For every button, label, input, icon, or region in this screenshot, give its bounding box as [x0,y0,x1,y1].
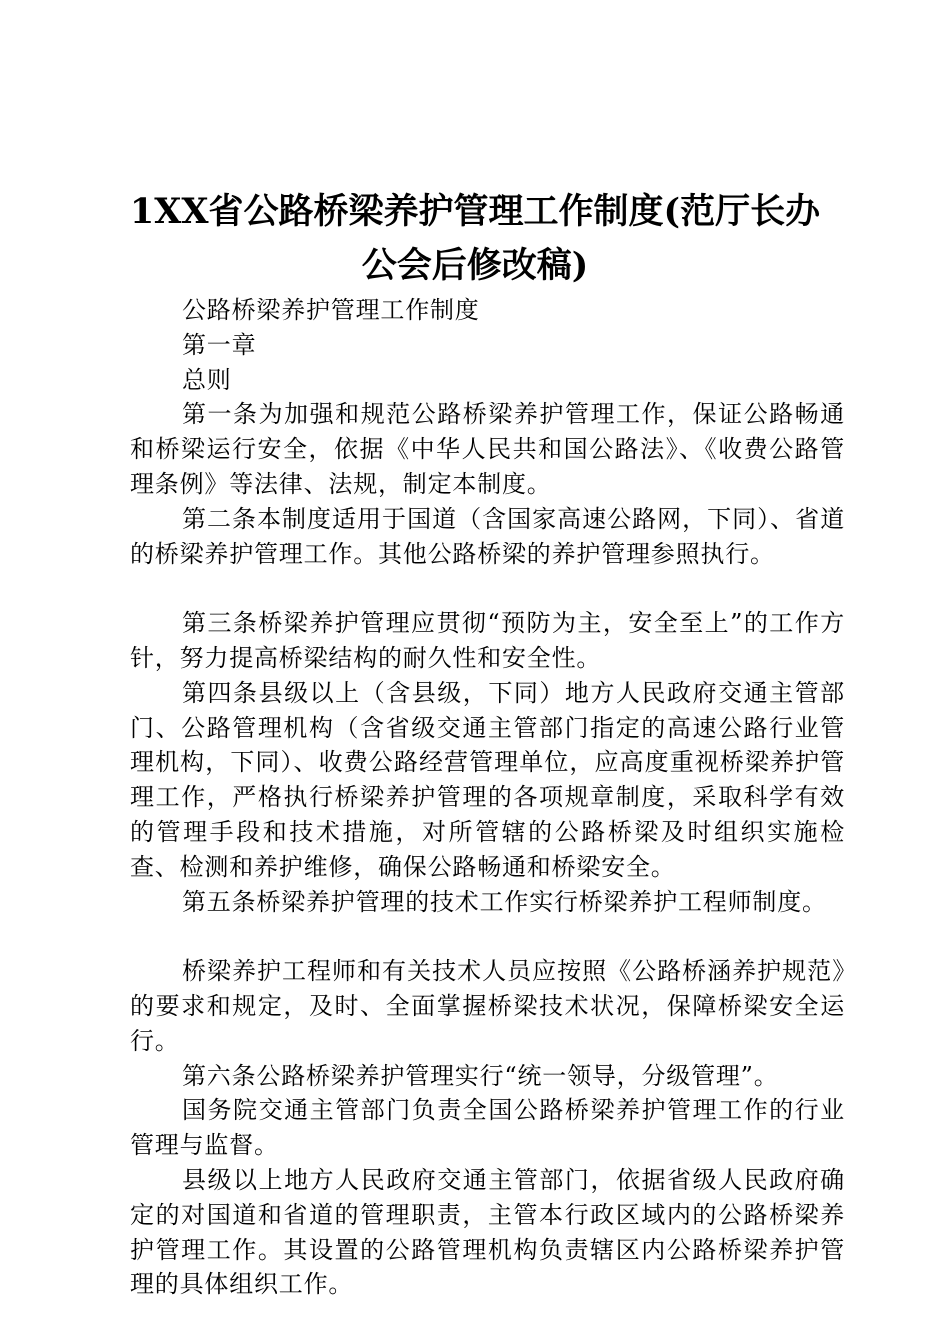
document-title-line-1: 1XX省公路桥梁养护管理工作制度(范厅长办 [129,191,821,232]
article-6: 第六条公路桥梁养护管理实行“统一领导，分级管理”。 [182,1061,779,1090]
chapter-title: 总则 [182,365,232,394]
article-4: 第四条县级以上（含县级，下同）地方人民政府交通主管部门、公路管理机构（含省级交通主管部门指定的高速公路行业管理机构，下同）、收费公路经营管理单位，应高度重视桥梁养护管理工作，严格执行桥梁养护管理的各项规章制度，采取科学有效的管理手段和技术措施，对所管辖的公路桥梁及时组织实施检查、检测和养护维修，确保公路畅通和桥梁安全。 [130,678,845,881]
section-heading: 公路桥梁养护管理工作制度 [182,296,480,324]
article-5: 第五条桥梁养护管理的技术工作实行桥梁养护工程师制度。 [182,887,827,916]
article-3: 第三条桥梁养护管理应贯彻“预防为主，安全至上”的工作方针，努力提高桥梁结构的耐久性和安全性。 [130,609,845,672]
article-2: 第二条本制度适用于国道（含国家高速公路网，下同）、省道的桥梁养护管理工作。其他公路桥梁的养护管理参照执行。 [130,504,845,568]
article-6-paragraph-2: 国务院交通主管部门负责全国公路桥梁养护管理工作的行业管理与监督。 [130,1096,845,1160]
document-title-line-2: 公会后修改稿) [361,245,589,286]
article-5-paragraph-2: 桥梁养护工程师和有关技术人员应按照《公路桥涵养护规范》的要求和规定，及时、全面掌握桥梁技术状况，保障桥梁安全运行。 [130,957,845,1055]
article-6-paragraph-3: 县级以上地方人民政府交通主管部门，依据省级人民政府确定的对国道和省道的管理职责，主管本行政区域内的公路桥梁养护管理工作。其设置的公路管理机构负责辖区内公路桥梁养护管理的具体组织工作。 [130,1165,845,1299]
article-1: 第一条为加强和规范公路桥梁养护管理工作，保证公路畅通和桥梁运行安全，依据《中华人民共和国公路法》、《收费公路管理条例》等法律、法规，制定本制度。 [130,400,845,498]
chapter-heading: 第一章 [182,330,257,359]
document-body [130,293,845,1302]
